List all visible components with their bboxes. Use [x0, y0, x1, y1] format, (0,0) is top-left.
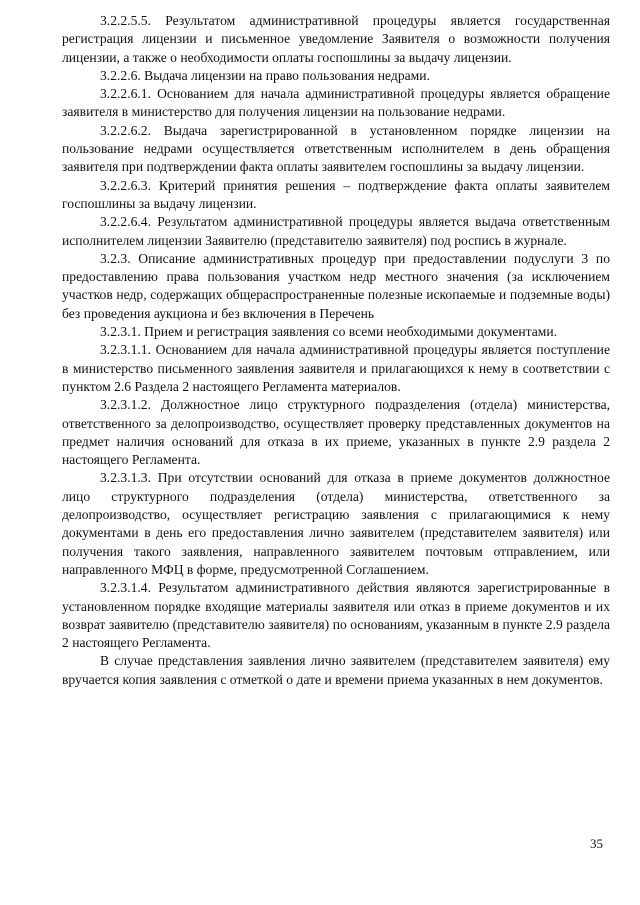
paragraph-3-2-3: 3.2.3. Описание административных процедур при предоставлении подуслуги 3 по предоставлению права пользования участком недр местного значения (за исключением участков недр, содержащих общераспространенные полезные ископаемые и подземные воды) без проведения аукциона и без включения в Перечень	[62, 250, 610, 321]
paragraph-3-2-2-6-4: 3.2.2.6.4. Результатом административной процедуры является выдача ответственным исполнителем лицензии Заявителю (представителю заявителя) под роспись в журнале.	[62, 214, 610, 248]
paragraph-personal-submission: В случае представления заявления лично заявителем (представителем заявителя) ему вручается копия заявления с отметкой о дате и времени приема указанных в нем документов.	[62, 653, 610, 687]
paragraph-3-2-2-6-3: 3.2.2.6.3. Критерий принятия решения – подтверждение факта оплаты заявителем госпошлины за выдачу лицензии.	[62, 177, 610, 211]
paragraph-3-2-3-1-4: 3.2.3.1.4. Результатом административного действия являются зарегистрированные в установленном порядке входящие материалы заявителя или отказ в приеме документов и их возврат заявителю (представителю заявителя) по основаниям, указанным в пункте 2.9 раздела 2 настоящего Регламента.	[62, 580, 610, 651]
paragraph-3-2-3-1-2: 3.2.3.1.2. Должностное лицо структурного подразделения (отдела) министерства, ответственного за делопроизводство, осуществляет проверку представленных документов на предмет наличия оснований для отказа в их приеме, указанных в пункте 2.9 раздела 2 настоящего Регламента.	[62, 397, 610, 468]
paragraph-3-2-3-1: 3.2.3.1. Прием и регистрация заявления со всеми необходимыми документами.	[100, 324, 558, 340]
document-page	[62, 12, 610, 689]
paragraph-3-2-3-1-3: 3.2.3.1.3. При отсутствии оснований для отказа в приеме документов должностное лицо структурного подразделения (отдела) министерства, ответственного за делопроизводство, осуществляет регистрацию заявления с прилагающимися к нему документами в день его предоставления лично заявителем (представителем заявителя) или получения такого заявления, направленного заявителем почтовым отправлением, или направленного МФЦ в форме, предусмотренной Соглашением.	[62, 470, 610, 577]
page-number: 35	[590, 836, 603, 851]
paragraph-3-2-3-1-1: 3.2.3.1.1. Основанием для начала административной процедуры является поступление в министерство письменного заявления заявителя и прилагающихся к нему в соответствии с пунктом 2.6 Раздела 2 настоящего Регламента материалов.	[62, 342, 610, 394]
paragraph-3-2-2-6-2: 3.2.2.6.2. Выдача зарегистрированной в установленном порядке лицензии на пользование недрами осуществляется ответственным исполнителем в день обращения заявителя при подтверждении факта оплаты заявителем госпошлины за выдачу лицензии.	[62, 122, 610, 175]
paragraph-3-2-2-6: 3.2.2.6. Выдача лицензии на право пользования недрами.	[100, 67, 430, 83]
paragraph-3-2-2-6-1: 3.2.2.6.1. Основанием для начала административной процедуры является обращение заявителя в министерство для получения лицензии на пользование недрами.	[62, 86, 610, 120]
paragraph-3-2-2-5-5: 3.2.2.5.5. Результатом административной процедуры является государственная регистрация лицензии и письменное уведомление Заявителя о возможности получения лицензии, а также о необходимости оплаты госпошлины за выдачу лицензии.	[62, 13, 610, 65]
